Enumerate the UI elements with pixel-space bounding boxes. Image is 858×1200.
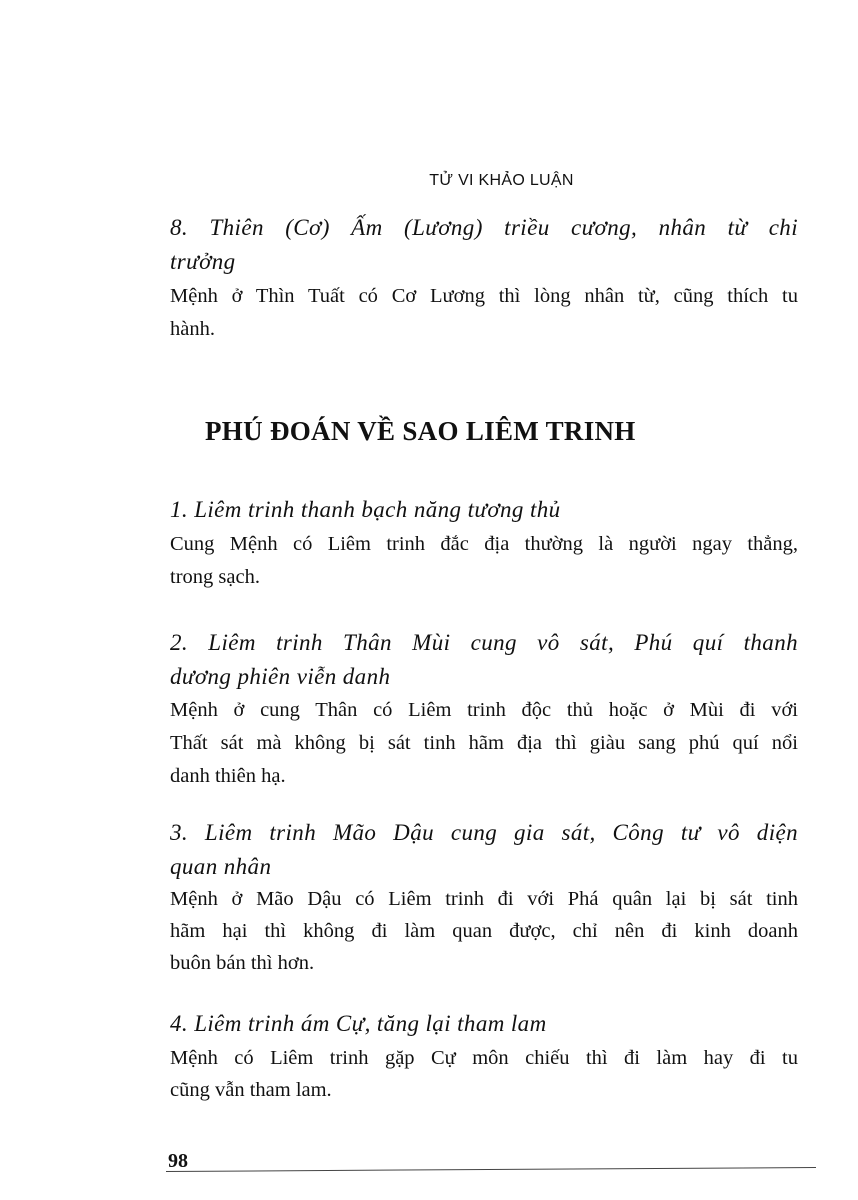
footer-rule [166, 1167, 816, 1172]
item-4-body-line-2: cũng vẫn tham lam. [170, 1079, 332, 1101]
item-4-title: 4. Liêm trinh ám Cự, tăng lại tham lam [170, 1011, 547, 1036]
item-8-title-line-1: 8. Thiên (Cơ) Ấm (Lương) triều cương, nhân từ chi [170, 215, 798, 240]
item-2-title-line-1: 2. Liêm trinh Thân Mùi cung vô sát, Phú quí thanh [170, 630, 798, 655]
item-8-title-line-2: trưởng [170, 249, 236, 274]
item-2-body-line-2: Thất sát mà không bị sát tinh hãm địa thì giàu sang phú quí nổi [170, 732, 798, 754]
item-1-title: 1. Liêm trinh thanh bạch năng tương thủ [170, 497, 561, 522]
item-3-title-line-2: quan nhân [170, 854, 272, 879]
section-heading: PHÚ ĐOÁN VỀ SAO LIÊM TRINH [205, 416, 636, 446]
item-3-body-line-1: Mệnh ở Mão Dậu có Liêm trinh đi với Phá quân lại bị sát tinh [170, 888, 798, 910]
item-1-body-line-1: Cung Mệnh có Liêm trinh đắc địa thường là người ngay thẳng, [170, 533, 798, 555]
item-8-body-line-1: Mệnh ở Thìn Tuất có Cơ Lương thì lòng nhân từ, cũng thích tu [170, 285, 798, 307]
item-2-body-line-3: danh thiên hạ. [170, 765, 286, 787]
item-3-body-line-3: buôn bán thì hơn. [170, 952, 315, 974]
item-1-body-line-2: trong sạch. [170, 566, 260, 588]
running-head: TỬ VI KHẢO LUẬN [429, 172, 574, 189]
item-2-title-line-2: dương phiên viễn danh [170, 664, 391, 689]
item-3-title-line-1: 3. Liêm trinh Mão Dậu cung gia sát, Công tư vô diện [170, 820, 798, 845]
item-4-body-line-1: Mệnh có Liêm trinh gặp Cự môn chiếu thì đi làm hay đi tu [170, 1047, 798, 1069]
page-number: 98 [168, 1150, 188, 1172]
item-3-body-line-2: hãm hại thì không đi làm quan được, chỉ nên đi kinh doanh [170, 920, 798, 942]
item-2-body-line-1: Mệnh ở cung Thân có Liêm trinh độc thủ hoặc ở Mùi đi với [170, 699, 798, 721]
item-8-body-line-2: hành. [170, 318, 215, 340]
